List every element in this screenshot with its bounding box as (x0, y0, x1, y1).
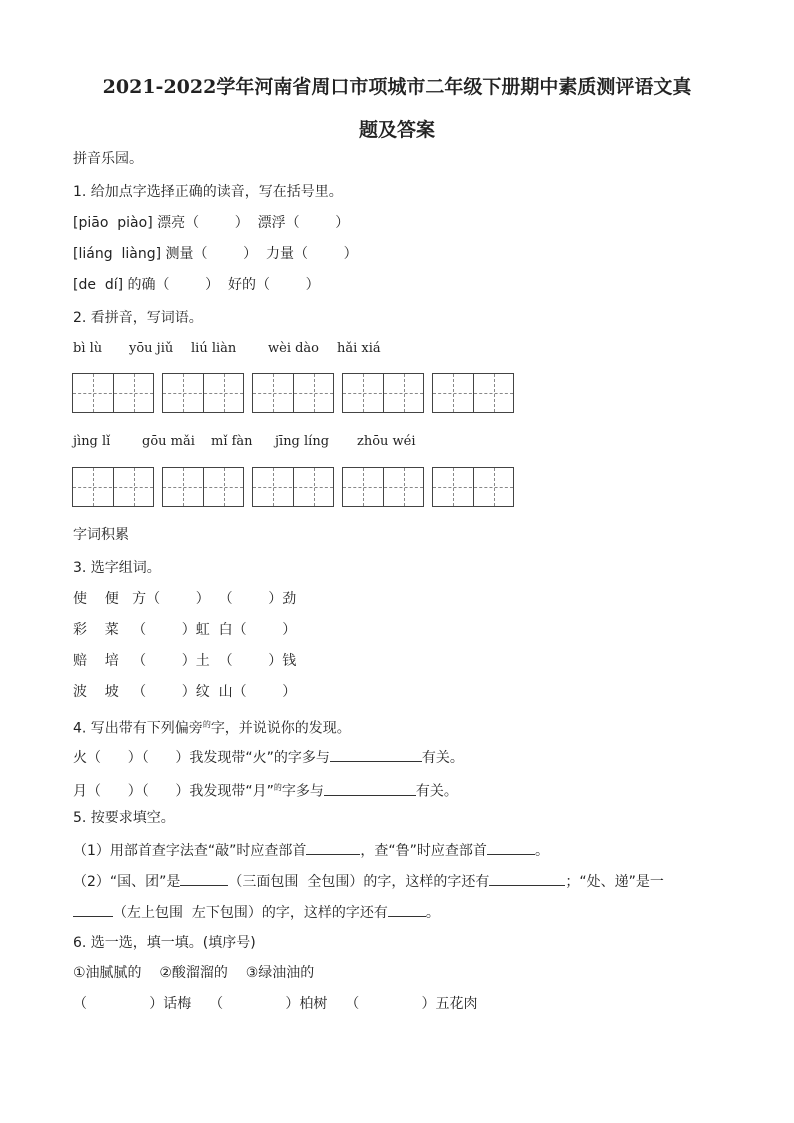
q6-stem: 6. 选一选，填一填。(填序号) (73, 935, 256, 951)
q3-row: 使 便 方（ ） （ ）劲 (73, 591, 297, 607)
writing-grid[interactable] (72, 467, 154, 507)
pinyin-label: jìng lǐ (73, 434, 111, 449)
q6-options: ①油腻腻的 ②酸溜溜的 ③绿油油的 (73, 965, 315, 981)
pinyin-label: zhōu wéi (357, 434, 416, 449)
answer-blank[interactable] (73, 902, 113, 917)
q5-stem: 5. 按要求填空。 (73, 810, 175, 826)
pinyin-label: jīng líng (275, 434, 330, 449)
q1-row: [liáng liàng] 测量（ ） 力量（ ） (73, 246, 358, 262)
page-title-line-2: 题及答案 (358, 119, 435, 141)
writing-grid[interactable] (432, 467, 514, 507)
writing-grid[interactable] (252, 467, 334, 507)
writing-grid[interactable] (162, 467, 244, 507)
writing-grid[interactable] (72, 373, 154, 413)
q5-part-2: （2）“国、团”是 （三面包围 全包围）的字，这样的字还有 ；“处、递”是一 (73, 871, 664, 891)
pinyin-label: wèi dào (268, 341, 320, 356)
section-heading-pinyin: 拼音乐园。 (73, 151, 143, 167)
page-title-line-1: 2021-2022学年河南省周口市项城市二年级下册期中素质测评语文真 (102, 76, 692, 98)
pinyin-label: bì lù (73, 341, 103, 356)
pinyin-label: liú liàn (191, 341, 237, 356)
q4-stem: 4. 写出带有下列偏旁$^的$字，并说说你的发现。 (73, 720, 351, 737)
q3-row: 赔 培 （ ）土 （ ）钱 (73, 653, 297, 669)
q3-stem: 3. 选字组词。 (73, 560, 161, 576)
writing-grid[interactable] (252, 373, 334, 413)
q5-part-3: （左上包围 左下包围）的字，这样的字还有 。 (73, 902, 440, 922)
answer-blank[interactable] (487, 840, 535, 855)
answer-blank[interactable] (388, 902, 426, 917)
answer-blank[interactable] (324, 781, 416, 796)
answer-blank[interactable] (306, 840, 360, 855)
q4-row: 月（ ）（ ）我发现带“月”$^的$字多与 有关。 (73, 779, 458, 801)
q1-row: [piāo piào] 漂亮（ ） 漂浮（ ） (73, 215, 350, 231)
q4-row: 火（ ）（ ）我发现带“火”的字多与 有关。 (73, 747, 464, 767)
q2-stem: 2. 看拼音，写词语。 (73, 310, 203, 326)
answer-blank[interactable] (180, 871, 228, 886)
q3-row: 波 坡 （ ）纹 山（ ） (73, 684, 297, 700)
pinyin-label: mǐ fàn (211, 434, 253, 449)
pinyin-label: gōu mǎi (142, 434, 195, 449)
q5-part-1: （1）用部首查字法查“敲”时应查部首 ，查“鲁”时应查部首 。 (73, 840, 549, 860)
writing-grid[interactable] (342, 373, 424, 413)
writing-grid[interactable] (432, 373, 514, 413)
q6-row: （ ）话梅 （ ）柏树 （ ）五花肉 (73, 996, 478, 1012)
q1-stem: 1. 给加点字选择正确的读音，写在括号里。 (73, 184, 343, 200)
answer-blank[interactable] (489, 871, 565, 886)
q1-row: [de dí] 的确（ ） 好的（ ） (73, 277, 320, 293)
writing-grid[interactable] (342, 467, 424, 507)
section-heading-words: 字词积累 (73, 527, 129, 543)
writing-grid[interactable] (162, 373, 244, 413)
pinyin-label: hǎi xiá (337, 341, 381, 356)
pinyin-label: yōu jiǔ (129, 341, 174, 356)
q3-row: 彩 菜 （ ）虹 白（ ） (73, 622, 297, 638)
answer-blank[interactable] (330, 747, 422, 762)
